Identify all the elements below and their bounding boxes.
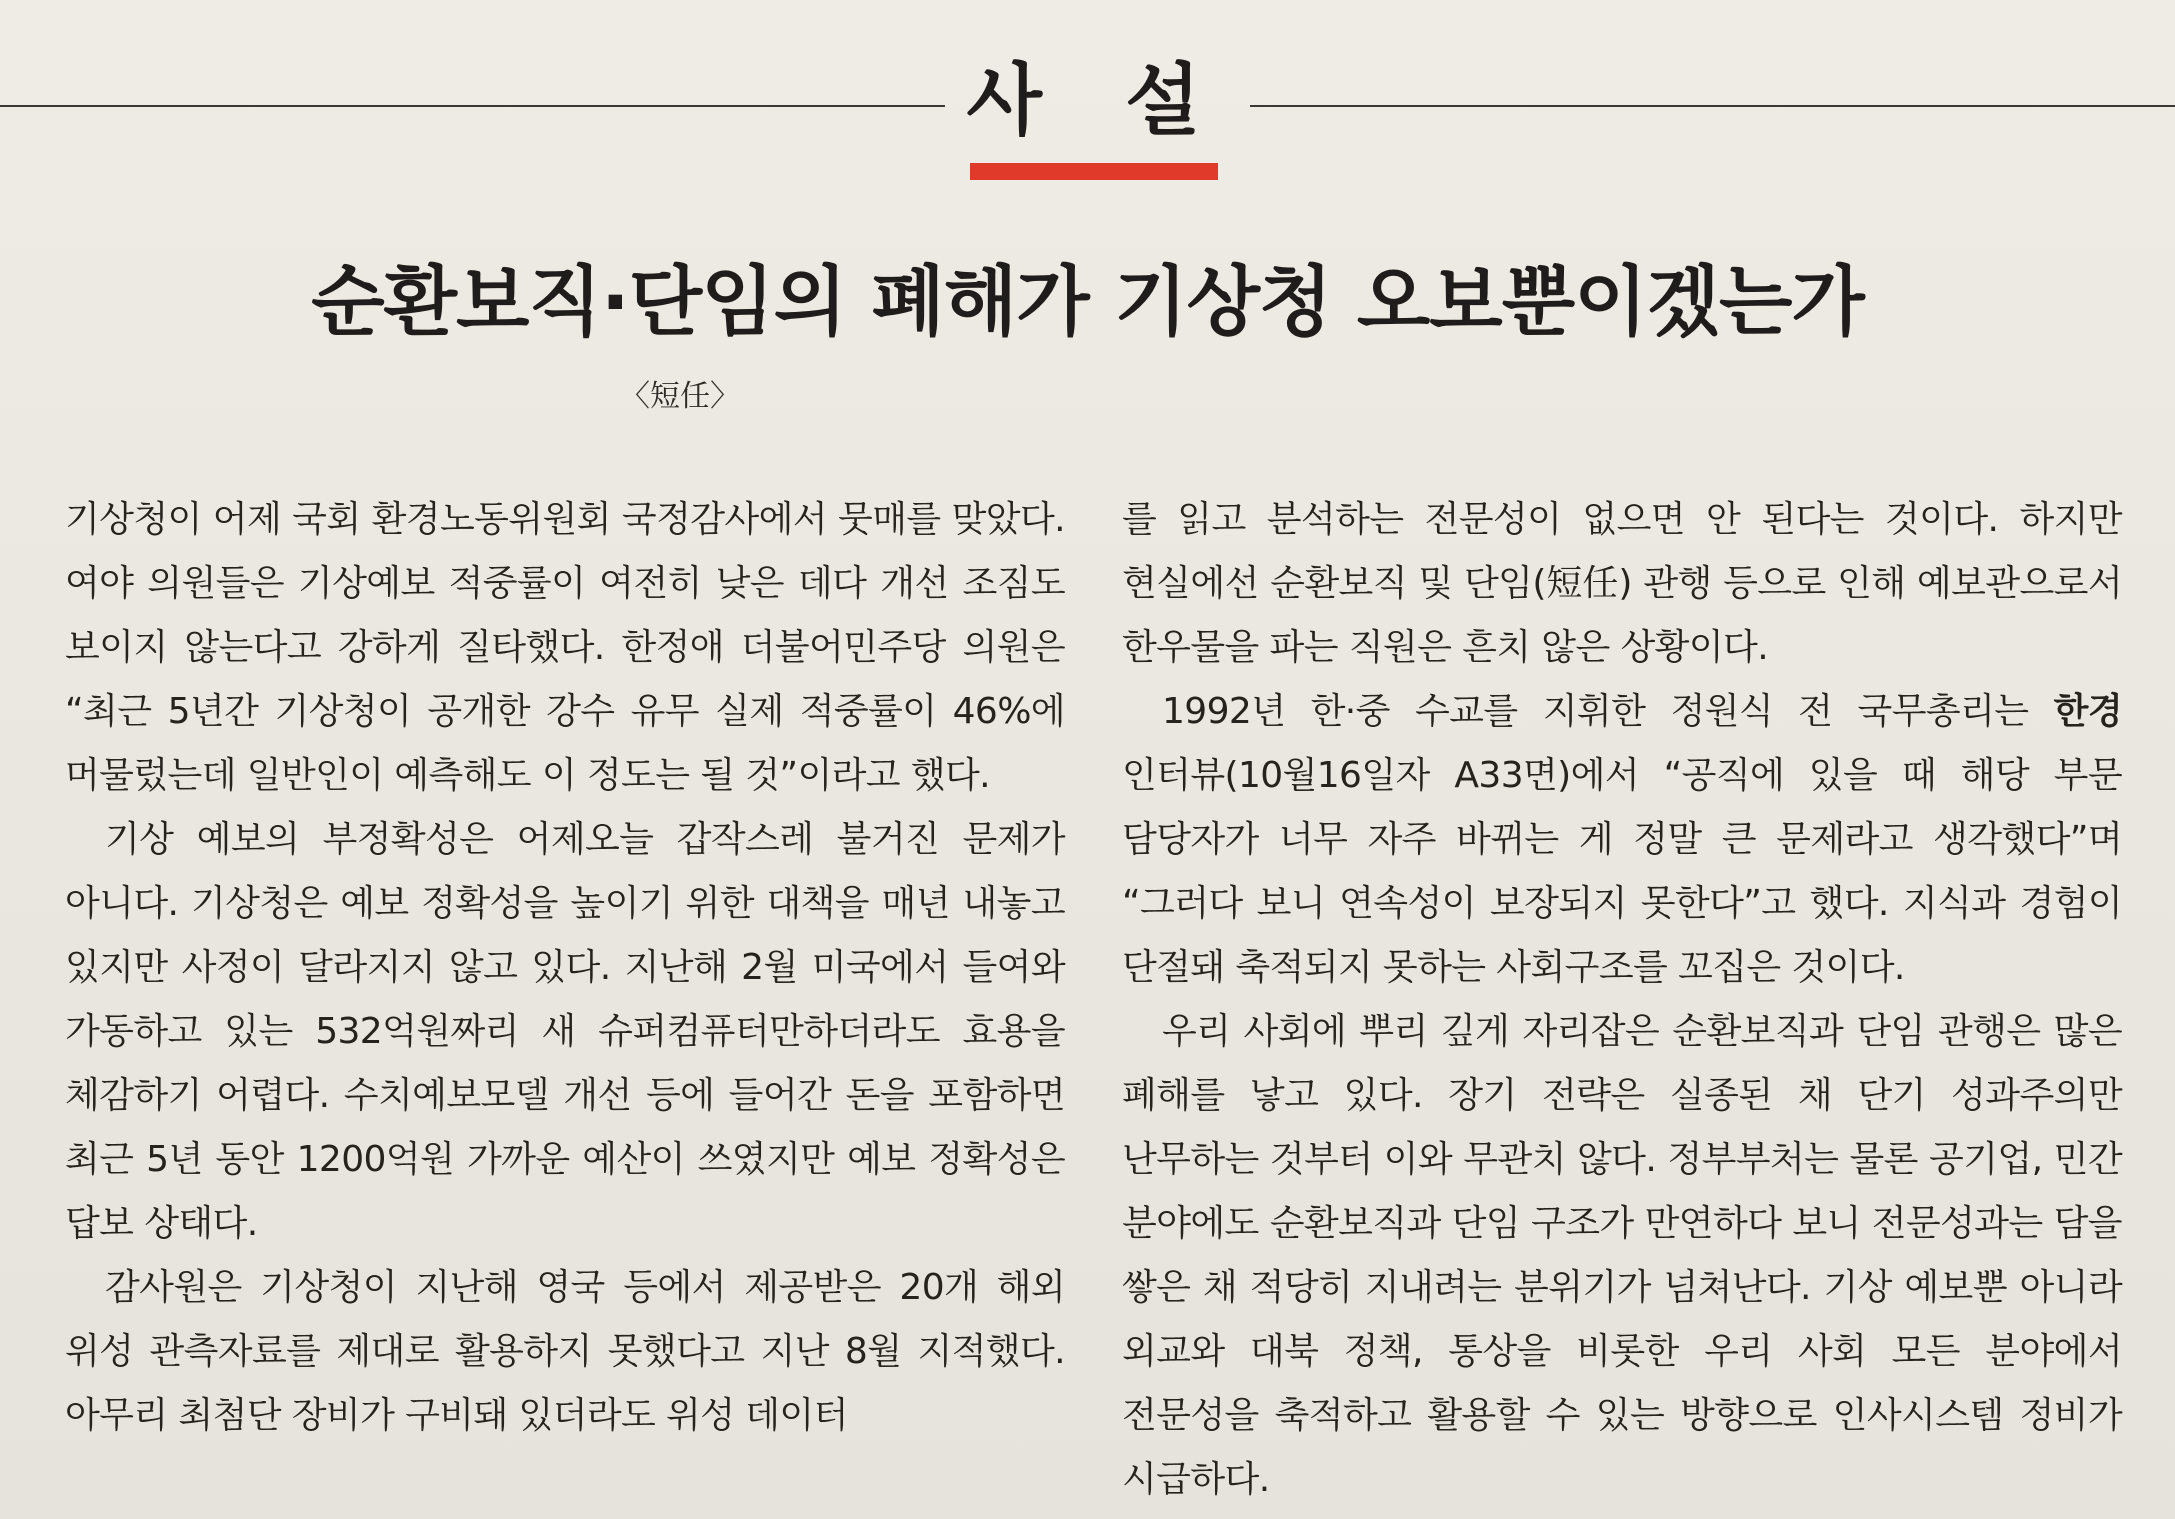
- article-column-left: [65, 488, 1065, 1448]
- paragraph-2: 기상 예보의 부정확성은 어제오늘 갑작스레 불거진 문제가 아니다. 기상청은 예보 정확성을 높이기 위한 대책을 매년 내놓고 있지만 사정이 달라지지 않고 있다. 지난해 2월 미국에서 들여와 가동하고 있는 532억원짜리 새 슈퍼컴퓨터만하더라도 효용을 체감하기 어렵다. 수치예보모델 개선 등에 들어간 돈을 포함하면 최근 5년 동안 1200억원 가까운 예산이 쓰였지만 예보 정확성은 답보 상태다.: [65, 819, 1065, 1244]
- paragraph-4: [1122, 680, 2122, 1000]
- header-rule-left: [0, 105, 945, 107]
- hanja-gloss: 〈短任〉: [620, 379, 740, 414]
- newspaper-name: 한경: [2053, 691, 2122, 732]
- paragraph-3-continued: 를 읽고 분석하는 전문성이 없으면 안 된다는 것이다. 하지만 현실에선 순환보직 및 단임(短任) 관행 등으로 인해 예보관으로서 한우물을 파는 직원은 흔치 않은 상황이다.: [1122, 499, 2122, 668]
- article-column-right: [1122, 488, 2122, 1512]
- paragraph-4-lead: 1992년 한·중 수교를 지휘한 정원식 전 국무총리는: [1162, 691, 2054, 732]
- editorial-headline: 순환보직·단임의 폐해가 기상청 오보뿐이겠는가: [311, 257, 1864, 346]
- paragraph-5: 우리 사회에 뿌리 깊게 자리잡은 순환보직과 단임 관행은 많은 폐해를 낳고 있다. 장기 전략은 실종된 채 단기 성과주의만 난무하는 것부터 이와 무관치 않다. 정부부처는 물론 공기업, 민간 분야에도 순환보직과 단임 구조가 만연하다 보니 전문성과는 담을 쌓은 채 적당히 지내려는 분위기가 넘쳐난다. 기상 예보뿐 아니라 외교와 대북 정책, 통상을 비롯한 우리 사회 모든 분야에서 전문성을 축적하고 활용할 수 있는 방향으로 인사시스템 정비가 시급하다.: [1122, 1011, 2122, 1500]
- section-accent-bar: [970, 163, 1218, 180]
- paragraph-3: 감사원은 기상청이 지난해 영국 등에서 제공받은 20개 해외 위성 관측자료를 제대로 활용하지 못했다고 지난 8월 지적했다. 아무리 최첨단 장비가 구비돼 있더라도 위성 데이터: [65, 1267, 1065, 1436]
- paragraph-1: 기상청이 어제 국회 환경노동위원회 국정감사에서 뭇매를 맞았다. 여야 의원들은 기상예보 적중률이 여전히 낮은 데다 개선 조짐도 보이지 않는다고 강하게 질타했다. 한정애 더불어민주당 의원은 “최근 5년간 기상청이 공개한 강수 유무 실제 적중률이 46%에 머물렀는데 일반인이 예측해도 이 정도는 될 것”이라고 했다.: [65, 499, 1065, 796]
- paragraph-4-rest: 인터뷰(10월16일자 A33면)에서 “공직에 있을 때 해당 부문 담당자가 너무 자주 바뀌는 게 정말 큰 문제라고 생각했다”며 “그러다 보니 연속성이 보장되지 못한다”고 했다. 지식과 경험이 단절돼 축적되지 못하는 사회구조를 꼬집은 것이다.: [1122, 755, 2122, 988]
- section-label: 사 설: [966, 56, 1229, 146]
- header-rule-right: [1250, 105, 2175, 107]
